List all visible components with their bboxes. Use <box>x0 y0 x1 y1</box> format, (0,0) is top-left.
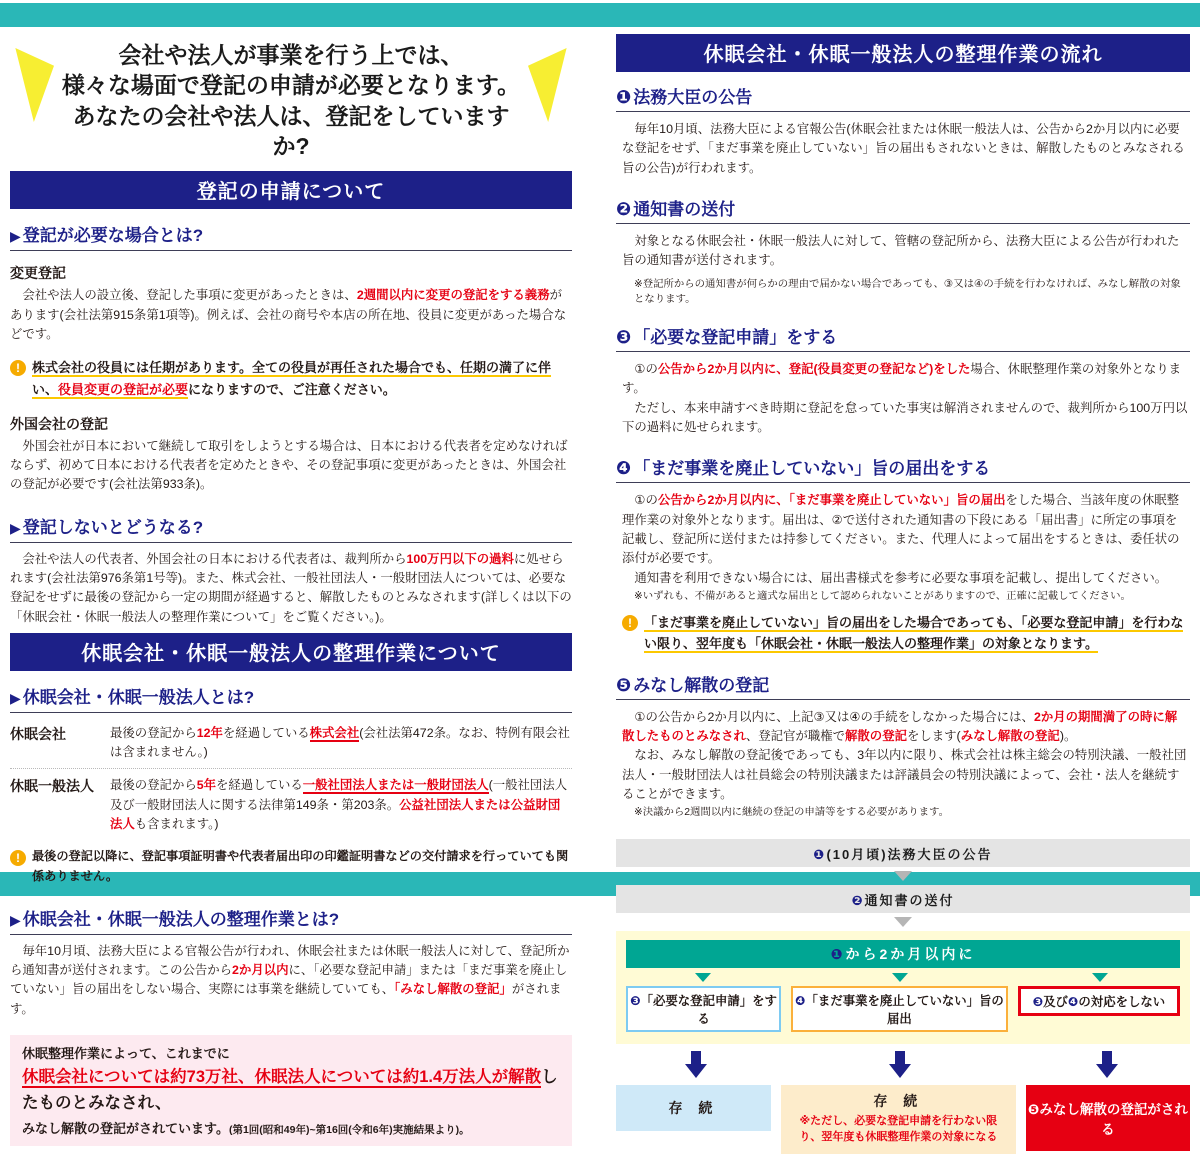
flow-option-registration: ❸「必要な登記申請」をする <box>626 986 781 1032</box>
main-title <box>10 34 572 171</box>
step5-heading: ❺ みなし解散の登記 <box>616 660 1190 700</box>
flow-option-no-action: ❸及び❹の対応をしない <box>1018 986 1180 1016</box>
arrow-bullet-icon: ▶ <box>10 519 21 536</box>
outcome-survive-note: ※ただし、必要な登記申請を行わない限り、翌年度も休眠整理作業の対象になる <box>799 1115 998 1143</box>
down-triangle-icon <box>894 871 912 881</box>
paragraph-change-registration: 会社や法人の設立後、登記した事項に変更があったときは、2週間以内に変更の登記をする義務があります(会社法第915条第1項等)。例えば、会社の商号や本店の所在地、役員に変更があった場合などです。 <box>10 288 567 342</box>
flow-teal-arrows-row <box>626 968 1180 986</box>
paragraph-cleanup-overview: 毎年10月頃、法務大臣による官報公告が行われ、休眠会社または休眠一般法人に対して、登記所から通知書が送付されます。この公告から2か月以内に、「必要な登記申請」または「まだ事業を廃止していない」旨の届出をしない場合、実際には事業を継続していても、「みなし解散の登記」がされます。 <box>10 943 570 1016</box>
top-teal-band <box>0 3 1200 27</box>
heading-when-registration-needed: ▶ 登記が必要な場合とは? <box>10 209 572 251</box>
main-title-line3: あなたの会社や法人は、登記をしていますか? <box>72 102 510 160</box>
heading-what-is-dormant: ▶ 休眠会社・休眠一般法人とは? <box>10 671 572 713</box>
arrow-bullet-icon: ▶ <box>10 689 21 706</box>
step2-paragraph: 対象となる休眠会社・休眠一般法人に対して、管轄の登記所から、法務大臣による公告が行われた旨の通知書が送付されます。 <box>622 234 1180 268</box>
circled-1-icon: ❶ <box>616 87 632 107</box>
flow-green-bar: ❶から2か月以内に <box>626 940 1180 968</box>
outcome-survive: 存 続 <box>616 1085 771 1131</box>
flow-option-notification: ❹「まだ事業を廃止していない」旨の届出 <box>791 986 1008 1032</box>
pink-summary-box <box>10 1035 572 1146</box>
summary-line2: 休眠会社については約73万社、休眠法人については約1.4万法人が解散したものとみなされ、 <box>22 1068 558 1113</box>
section-header-dormant: 休眠会社・休眠一般法人の整理作業について <box>10 633 572 671</box>
definition-term: 休眠一般法人 <box>10 778 94 795</box>
definition-term: 休眠会社 <box>10 725 66 742</box>
step2-body <box>616 227 1190 312</box>
step5-body <box>616 703 1190 825</box>
step1-paragraph: 毎年10月頃、法務大臣による官報公告(休眠会社または休眠一般法人は、公告から2か月以内に必要な登記をせず、「まだ事業を廃止していない」旨の届出もされないときは、解散したものとみなされる旨の公告)が行われます。 <box>622 122 1185 175</box>
flash-left-icon <box>12 48 54 122</box>
content-columns <box>10 34 1190 1154</box>
step3-body <box>616 355 1190 443</box>
main-title-line2: 様々な場面で登記の申請が必要となります。 <box>61 72 521 99</box>
flow-options-row <box>626 986 1180 1032</box>
step3-paragraph1: ①の公告から2か月以内に、登記(役員変更の登記など)をした場合、休眠整理作業の対象外となります。 <box>622 361 1182 396</box>
circled-3-icon: ❸ <box>616 326 632 347</box>
definition-desc: 最後の登記から12年を経過している株式会社(会社法第472条。なお、特例有限会社は含まれません。) <box>110 725 570 760</box>
down-triangle-icon <box>894 917 912 927</box>
label-foreign-company: 外国会社の登記 <box>10 415 108 432</box>
outcome-deemed-dissolution: ❺みなし解散の登記がされる <box>1026 1085 1190 1151</box>
flow-outcomes-row <box>616 1085 1190 1154</box>
teal-down-triangle-icon <box>892 973 908 982</box>
step2-small-note: ※登記所からの通知書が何らかの理由で届かない場合であっても、③又は④の手続を行わなければ、みなし解散の対象となります。 <box>634 278 1181 306</box>
outcome-survive-conditional <box>781 1085 1016 1154</box>
step3-heading: ❸ 「必要な登記申請」をする <box>616 312 1190 352</box>
flowchart <box>616 839 1190 1154</box>
flash-right-icon <box>528 48 570 122</box>
navy-down-arrow-icon <box>889 1051 911 1078</box>
teal-down-triangle-icon <box>1092 973 1108 982</box>
step3-paragraph2: ただし、本来申請すべき時期に登記を怠っていた事実は解消されませんので、裁判所から100万円以下の過料に処せられます。 <box>622 400 1188 434</box>
circled-5-icon: ❺ <box>616 674 632 695</box>
label-change-registration: 変更登記 <box>10 265 66 282</box>
step4-small-note: ※いずれも、不備があると適式な届出として認められないことがありますので、正確に記載してください。 <box>634 591 1131 603</box>
section-header-flow: 休眠会社・休眠一般法人の整理作業の流れ <box>616 34 1190 72</box>
flow-navy-arrows-row <box>616 1044 1190 1085</box>
arrow-bullet-icon: ▶ <box>10 228 21 245</box>
step1-heading: ❶ 法務大臣の公告 <box>616 72 1190 112</box>
step5-small-note: ※決議から2週間以内に継続の登記の申請等をする必要があります。 <box>634 807 949 819</box>
exclamation-icon: ! <box>622 615 638 631</box>
paragraph-foreign-company: 外国会社が日本において継続して取引をしようとする場合は、日本における代表者を定めなければならず、初めて日本における代表者を定めたときや、その登記事項に変更があったときは、外国会社の登記が必要です(会社法第933条)。 <box>10 438 568 492</box>
note-certificates-irrelevant: ! 最後の登記以降に、登記事項証明書や代表者届出印の印鑑証明書などの交付請求を行っていても関係ありません。 <box>10 847 572 887</box>
navy-down-arrow-icon <box>1096 1051 1118 1078</box>
circled-4-icon: ❹ <box>616 458 632 479</box>
step1-body <box>616 115 1190 184</box>
summary-line1: 休眠整理作業によって、これまでに <box>22 1045 230 1061</box>
step2-heading: ❷ 通知書の送付 <box>616 184 1190 224</box>
left-column <box>10 34 572 1154</box>
note-officer-term: ! 株式会社の役員には任期があります。全ての役員が再任された場合でも、任期の満了に伴い、役員変更の登記が必要になりますので、ご注意ください。 <box>10 357 572 399</box>
summary-line3: みなし解散の登記がされています。(第1回(昭和49年)~第16回(令和6年)実施結果より)。 <box>22 1120 470 1136</box>
flow-two-month-window <box>616 931 1190 1044</box>
navy-down-arrow-icon <box>685 1051 707 1078</box>
step5-paragraph1: ①の公告から2か月以内に、上記③又は④の手続をしなかった場合には、2か月の期間満了の時に解散したものとみなされ、登記官が職権で解散の登記をします(みなし解散の登記)。 <box>622 709 1178 744</box>
right-column <box>616 34 1190 1154</box>
note-next-year-target: ! 「まだ事業を廃止していない」旨の届出をした場合であっても、「必要な登記申請」を行わない限り、翌年度も「休眠会社・休眠一般法人の整理作業」の対象となります。 <box>622 612 1188 654</box>
step4-heading: ❹ 「まだ事業を廃止していない」旨の届出をする <box>616 443 1190 483</box>
flow-bar-announcement: ❶(10月頃)法務大臣の公告 <box>616 839 1190 867</box>
definition-dormant-corporation <box>10 769 572 840</box>
circled-2-icon: ❷ <box>616 199 632 220</box>
teal-down-triangle-icon <box>695 973 711 982</box>
definition-dormant-company <box>10 717 572 769</box>
flow-bar-notice: ❷通知書の送付 <box>616 885 1190 913</box>
paragraph-no-registration: 会社や法人の代表者、外国会社の日本における代表者は、裁判所から100万円以下の過料に処せられます(会社法第976条第1号等)。また、株式会社、一般社団法人・一般財団法人については、必要な登記をせずに最後の登記から一定の期間が経過すると、解散したものとみなされます(詳しくは以下の「休眠会社・休眠一般法人の整理作業について」をご覧ください。)。 <box>10 551 572 624</box>
heading-what-is-cleanup: ▶ 休眠会社・休眠一般法人の整理作業とは? <box>10 893 572 935</box>
step4-body <box>616 486 1190 659</box>
outcome-survive-title: 存 続 <box>873 1093 924 1110</box>
main-title-line1: 会社や法人が事業を行う上では、 <box>118 42 464 68</box>
definition-desc: 最後の登記から5年を経過している一般社団法人または一般財団法人(一般社団法人及び一般財団法人に関する法律第149条・第203条。公益社団法人または公益財団法人も含まれます。) <box>110 778 568 831</box>
heading-what-if-no-registration: ▶ 登記しないとどうなる? <box>10 501 572 543</box>
step5-paragraph2: なお、みなし解散の登記後であっても、3年以内に限り、株式会社は株主総会の特別決議、一般社団法人・一般財団法人は社員総会の特別決議または評議員会の特別決議によって、会社・法人を継続することができます。 <box>622 748 1187 802</box>
exclamation-icon: ! <box>10 360 26 376</box>
step4-paragraph2: 通知書を利用できない場合には、届出書様式を参考に必要な事項を記載し、提出してください。 <box>634 570 1168 585</box>
section-header-registration: 登記の申請について <box>10 171 572 209</box>
step4-paragraph1: ①の公告から2か月以内に、「まだ事業を廃止していない」旨の届出をした場合、当該年度の休眠整理作業の対象外となります。届出は、②で送付された通知書の下段にある「届出書」に所定の事項を記載し、登記所に送付または持参してください。また、代理人によって届出をするときは、委任状の添付が必要です。 <box>622 493 1180 566</box>
arrow-bullet-icon: ▶ <box>10 911 21 928</box>
exclamation-icon: ! <box>10 850 26 866</box>
